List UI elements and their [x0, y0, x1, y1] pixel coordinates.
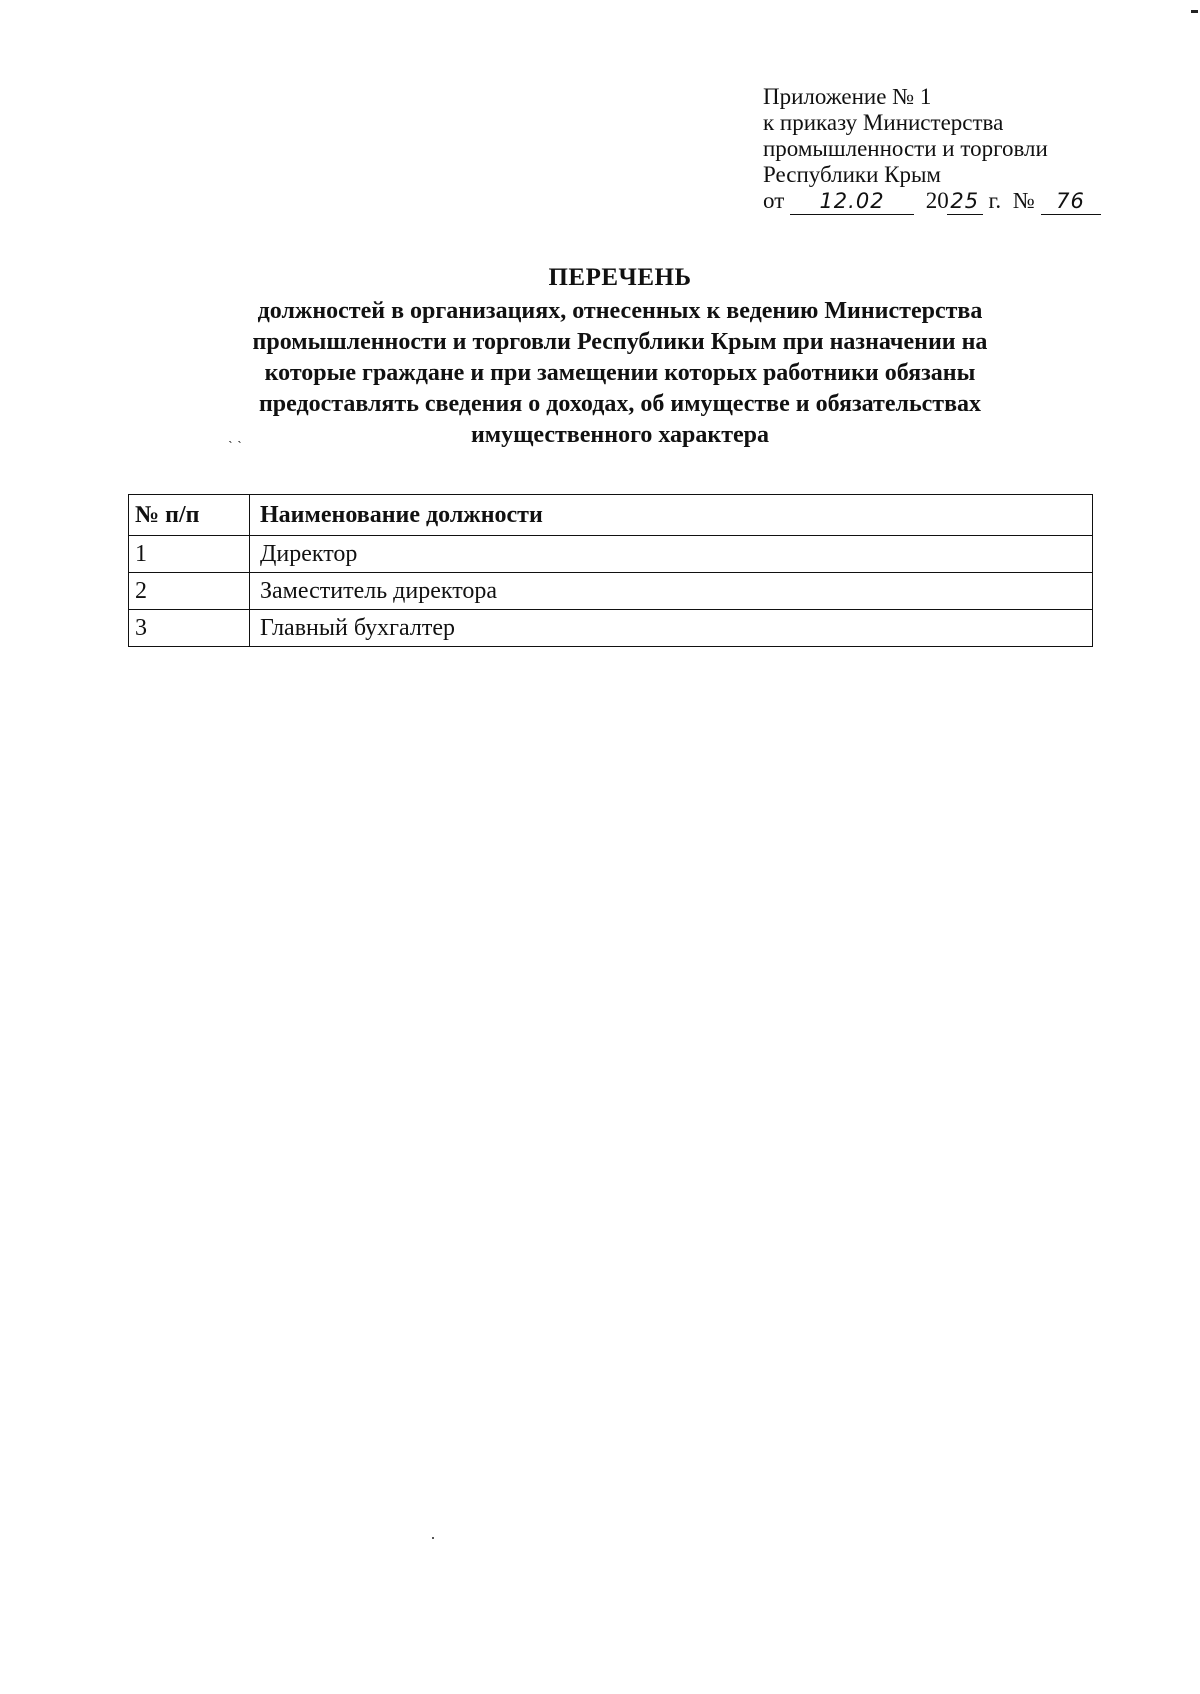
row-number: 3 — [129, 610, 250, 647]
title-line-2: промышленности и торговли Республики Крым при назначении на — [252, 329, 988, 355]
row-number: 2 — [129, 573, 250, 610]
year-suffix: г. — [988, 188, 1002, 213]
table-header-row — [129, 495, 1093, 536]
document-title — [150, 262, 1090, 451]
title-line-4: предоставлять сведения о доходах, об имуществе и обязательствах — [258, 391, 982, 417]
title-line-3: которые граждане и при замещении которых работники обязаны — [264, 360, 976, 386]
title-main: ПЕРЕЧЕНЬ — [548, 264, 692, 291]
scan-speck: ˴ ˴ — [228, 433, 242, 449]
row-position: Директор — [250, 536, 1093, 573]
appendix-line-1: Приложение № 1 — [763, 84, 932, 109]
order-number: 76 — [1041, 190, 1101, 215]
order-year: 25 — [947, 190, 983, 215]
scan-dot — [432, 1537, 434, 1539]
appendix-header — [763, 84, 1103, 218]
year-prefix: 20 — [925, 188, 949, 213]
appendix-line-3: промышленности и торговли — [763, 136, 1048, 161]
number-prefix: № — [1012, 188, 1035, 213]
scan-edge-mark — [1191, 10, 1198, 13]
positions-table — [128, 494, 1093, 647]
header-number: № п/п — [129, 495, 250, 536]
header-position: Наименование должности — [250, 495, 1093, 536]
table-row — [129, 536, 1093, 573]
order-reference — [763, 188, 1103, 218]
row-position: Главный бухгалтер — [250, 610, 1093, 647]
appendix-line-2: к приказу Министерства — [763, 110, 1004, 135]
table-row — [129, 573, 1093, 610]
row-position: Заместитель директора — [250, 573, 1093, 610]
appendix-line-4: Республики Крым — [763, 162, 941, 187]
table-row — [129, 610, 1093, 647]
date-prefix: от — [763, 188, 785, 213]
title-line-5: имущественного характера — [470, 422, 770, 448]
order-date: 12.02 — [790, 190, 914, 215]
title-line-1: должностей в организациях, отнесенных к ведению Министерства — [257, 298, 983, 324]
row-number: 1 — [129, 536, 250, 573]
